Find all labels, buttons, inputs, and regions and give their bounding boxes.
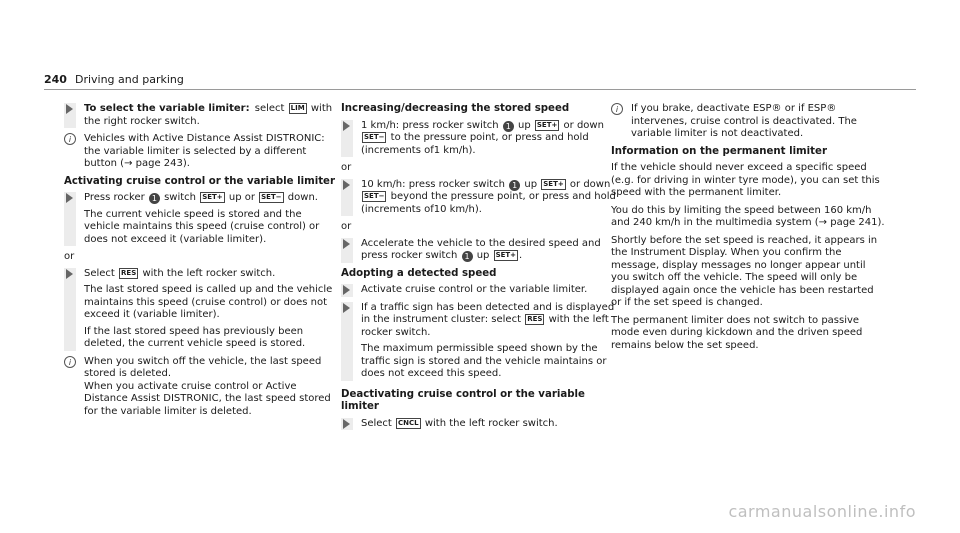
step-text: with the right rocker switch. — [84, 103, 333, 127]
step-text: select — [254, 103, 285, 114]
step-bar — [64, 268, 76, 351]
heading-permanent-limiter: Information on the permanent limiter — [611, 145, 827, 157]
step-bar — [64, 192, 76, 246]
step-select-res — [64, 268, 340, 351]
set-plus-icon: SET+ — [202, 193, 223, 201]
note-switch-off — [64, 356, 340, 419]
column-right — [611, 101, 887, 357]
step-text: up — [524, 178, 538, 190]
step-text: Select — [361, 417, 392, 429]
note-text: Vehicles with Active Distance Assist DISTRONIC: the variable limiter is selected by a different button (→ page 243). — [84, 133, 325, 169]
paragraph: You do this by limiting the speed between 160 km/h and 240 km/h in the multimedia system (→ page 241). — [611, 204, 885, 228]
step-text: beyond the pressure point, or press and hold (increments of10 km/h). — [361, 191, 616, 215]
page-number: 240 — [44, 73, 67, 86]
arrow-icon — [343, 419, 350, 429]
arrow-icon — [66, 269, 73, 279]
set-minus-icon: SET− — [364, 133, 385, 141]
step-text: Select — [84, 267, 115, 279]
note-text: If you brake, deactivate ESP® or if ESP® intervenes, cruise control is deactivated. The variable limiter is not deactivated. — [631, 103, 857, 139]
step-detail: The last stored speed is called up and the vehicle maintains this speed (cruise control) or does not exceed it (variable limiter). — [84, 284, 333, 320]
step-text: with the left rocker switch. — [142, 267, 276, 279]
heading-deactivating: Deactivating cruise control or the variable limiter — [341, 388, 585, 412]
step-text: 1 km/h: press rocker switch — [361, 119, 499, 131]
step-bar — [341, 238, 353, 263]
lim-button-icon: LIM — [290, 104, 305, 112]
res-button-icon: RES — [527, 315, 543, 323]
page-header — [44, 73, 184, 86]
arrow-icon — [343, 180, 350, 190]
res-button-icon: RES — [121, 268, 137, 277]
step-text: or down — [563, 119, 604, 131]
step-text: Press rocker — [84, 192, 145, 203]
paragraph: The permanent limiter does not switch to passive mode even during kickdown and the driven speed remains below the set speed. — [611, 314, 863, 351]
set-plus-icon: SET+ — [536, 120, 558, 129]
info-icon: i — [64, 133, 76, 145]
step-text: up — [476, 250, 490, 261]
step-text: switch — [164, 192, 197, 203]
step-bar — [341, 179, 353, 217]
step-1kmh — [341, 120, 617, 158]
note-text: When you activate cruise control or Active Distance Assist DISTRONIC, the last speed stored for the variable limiter is deleted. — [84, 380, 331, 417]
step-text: up — [518, 119, 531, 131]
step-text: to the pressure point, or press and hold (increments of1 km/h). — [361, 132, 589, 156]
paragraph: If the vehicle should never exceed a specific speed (e.g. for driving in winter tyre mode), you can set this speed with the permanent limiter. — [611, 162, 880, 198]
info-icon: i — [611, 103, 623, 115]
step-text: or down — [569, 178, 611, 190]
section-title: Driving and parking — [74, 73, 184, 86]
heading-adopting: Adopting a detected speed — [341, 267, 497, 279]
step-select-cncl — [341, 418, 617, 431]
step-text: up or — [228, 192, 255, 203]
callout-number: 1 — [462, 251, 473, 262]
set-minus-icon: SET− — [364, 192, 385, 200]
arrow-icon — [343, 303, 350, 313]
step-activate — [341, 284, 617, 297]
step-text: If a traffic sign has been detected and is displayed in the instrument cluster: select — [361, 301, 615, 325]
step-select-limiter — [64, 103, 340, 128]
callout-number: 1 — [509, 180, 520, 191]
step-bar — [341, 120, 353, 158]
step-bar — [341, 284, 353, 297]
header-divider — [44, 89, 916, 90]
step-text: Activate cruise control or the variable limiter. — [361, 284, 588, 295]
note-esp — [611, 103, 887, 141]
or-text: or — [64, 251, 75, 262]
column-middle — [341, 101, 617, 435]
arrow-icon — [343, 285, 350, 295]
heading-increasing: Increasing/decreasing the stored speed — [341, 103, 570, 114]
callout-number: 1 — [503, 121, 514, 132]
arrow-icon — [343, 121, 350, 131]
step-text: with the left rocker switch. — [361, 314, 609, 338]
step-accelerate — [341, 238, 617, 263]
step-text: . — [519, 250, 523, 261]
cncl-button-icon: CNCL — [398, 418, 419, 427]
note-distronic — [64, 133, 340, 171]
step-detail: If the last stored speed has previously been deleted, the current vehicle speed is stored. — [84, 325, 306, 349]
step-10kmh — [341, 179, 617, 217]
step-label: To select the variable limiter: — [84, 103, 250, 114]
set-plus-icon: SET+ — [543, 179, 564, 188]
set-minus-icon: SET− — [261, 193, 282, 201]
arrow-icon — [66, 193, 73, 203]
column-left — [64, 101, 340, 423]
step-text: with the left rocker switch. — [424, 417, 558, 429]
step-text: 10 km/h: press rocker switch — [361, 178, 505, 190]
or-text: or — [341, 162, 352, 173]
callout-number: 1 — [149, 193, 160, 204]
set-plus-icon: SET+ — [495, 251, 517, 259]
arrow-icon — [66, 104, 73, 114]
step-press-rocker — [64, 192, 340, 246]
step-bar — [64, 103, 76, 128]
step-bar — [341, 418, 353, 431]
watermark: carmanualsonline.info — [728, 502, 916, 521]
paragraph: Shortly before the set speed is reached, it appears in the Instrument Display. When you confirm the message, display messages no longer appear until you switch off the vehicle. The speed will only be displayed again once the vehicle has been restarted or if the set speed is changed. — [611, 234, 878, 308]
step-detail: The maximum permissible speed shown by the traffic sign is stored and the vehicle maintains or does not exceed this speed. — [361, 343, 607, 379]
step-text: down. — [287, 192, 318, 203]
or-text: or — [341, 221, 352, 232]
info-icon: i — [64, 356, 76, 368]
step-text: Accelerate the vehicle to the desired speed and press rocker switch — [361, 237, 601, 261]
step-detail: The current vehicle speed is stored and the vehicle maintains this speed (cruise control) or does not exceed it (variable limiter). — [84, 208, 320, 245]
note-text: When you switch off the vehicle, the last speed stored is deleted. — [84, 355, 322, 379]
step-bar — [341, 302, 353, 381]
arrow-icon — [343, 239, 350, 249]
step-traffic-sign — [341, 302, 617, 381]
heading-activating: Activating cruise control or the variable limiter — [64, 175, 335, 187]
